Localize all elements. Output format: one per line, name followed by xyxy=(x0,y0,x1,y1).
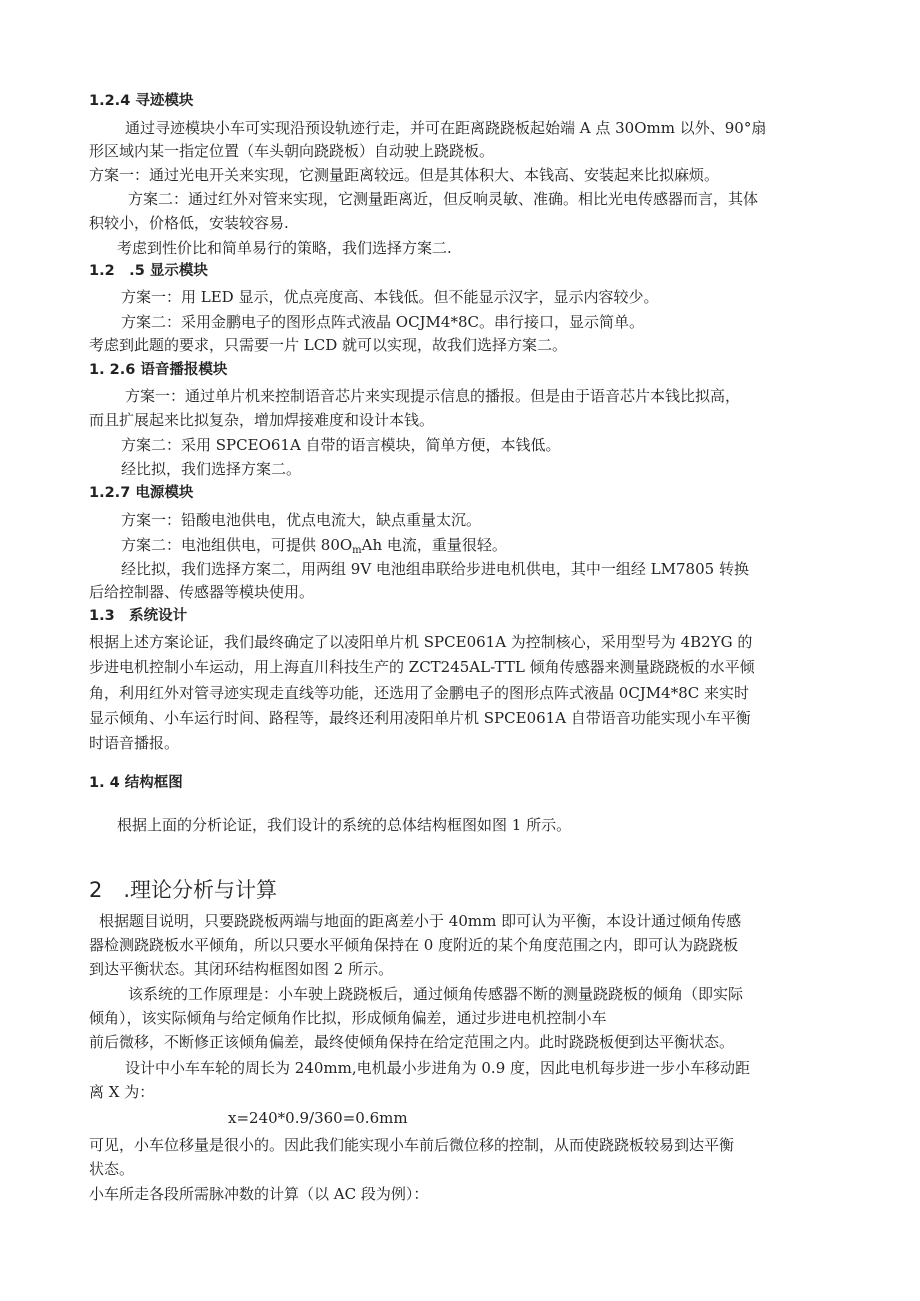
section-heading-1-3: 1.3 系统设计 xyxy=(89,608,188,624)
section-heading-1-2-7: 1.2.7 电源模块 xyxy=(89,485,194,501)
paragraph-line xyxy=(121,535,507,561)
formula: x=240*0.9/360=0.6mm xyxy=(228,1109,408,1127)
section-heading-1-2-6: 1. 2.6 语音播报模块 xyxy=(89,362,228,378)
paragraph-line: 显示倾角、小车运行时间、路程等，最终还利用凌阳单片机 SPCE061A 自带语音功能实现小车平衡 xyxy=(89,709,751,727)
paragraph-line: 而且扩展起来比拟复杂，增加焊接难度和设计本钱。 xyxy=(89,411,435,429)
paragraph-line: 可见，小车位移量是很小的。因此我们能实现小车前后微位移的控制，从而使跷跷板较易到达平衡 xyxy=(89,1136,735,1154)
text-run: 方案二：电池组供电，可提供 80O xyxy=(121,536,353,554)
paragraph-line: 步进电机控制小车运动，用上海直川科技生产的 ZCT245AL-TTL 倾角传感器来测量跷跷板的水平倾 xyxy=(89,658,755,676)
section-heading-1-4: 1. 4 结构框图 xyxy=(89,775,183,791)
paragraph-line: 方案二：通过红外对管来实现，它测量距离近，但反响灵敏、准确。相比光电传感器而言，其体 xyxy=(128,190,759,208)
paragraph-line: 方案一：用 LED 显示，优点亮度高、本钱低。但不能显示汉字，显示内容较少。 xyxy=(121,288,659,306)
paragraph-line: 时语音播报。 xyxy=(89,734,180,752)
paragraph-line: 根据上述方案论证，我们最终确定了以凌阳单片机 SPCE061A 为控制核心，采用型号为 4B2YG 的 xyxy=(89,633,753,651)
paragraph-line: 前后微移，不断修正该倾角偏差，最终使倾角保持在给定范围之内。此时跷跷板便到达平衡状态。 xyxy=(89,1033,735,1051)
paragraph-line: 方案二：采用金鹏电子的图形点阵式液晶 OCJM4*8C。串行接口，显示简单。 xyxy=(121,313,644,331)
paragraph-line: 到达平衡状态。其闭环结构框图如图 2 所示。 xyxy=(89,960,394,978)
paragraph-line: 形区域内某一指定位置（车头朝向跷跷板）自动驶上跷跷板。 xyxy=(89,142,495,160)
section-heading-1-2-5: 1.2 .5 显示模块 xyxy=(89,263,208,279)
paragraph-line: 通过寻迹模块小车可实现沿预设轨迹行走，并可在距离跷跷板起始端 A 点 30Omm 以外、90°扇 xyxy=(125,119,767,137)
paragraph-line: 方案二：采用 SPCEO61A 自带的语言模块，简单方便，本钱低。 xyxy=(121,436,561,454)
paragraph-line: 离 X 为： xyxy=(89,1083,155,1101)
paragraph-line: 状态。 xyxy=(89,1160,135,1178)
paragraph-line: 经比拟，我们选择方案二，用两组 9V 电池组串联给步进电机供电，其中一组经 LM7805 转换 xyxy=(121,560,749,578)
chapter-heading-2: 2 .理论分析与计算 xyxy=(89,878,278,902)
section-heading-1-2-4: 1.2.4 寻迹模块 xyxy=(89,93,194,109)
paragraph-line: 小车所走各段所需脉冲数的计算（以 AC 段为例）： xyxy=(89,1185,429,1203)
paragraph-line: 方案一：铅酸电池供电，优点电流大，缺点重量太沉。 xyxy=(121,511,482,529)
paragraph-line: 根据上面的分析论证，我们设计的系统的总体结构框图如图 1 所示。 xyxy=(117,816,572,834)
paragraph-line: 倾角），该实际倾角与给定倾角作比拟，形成倾角偏差，通过步进电机控制小车 xyxy=(89,1009,607,1027)
subscript-text: m xyxy=(352,545,362,556)
paragraph-line: 根据题目说明，只要跷跷板两端与地面的距离差小于 40mm 即可认为平衡，本设计通过倾角传感 xyxy=(99,912,742,930)
paragraph-line: 后给控制器、传感器等模块使用。 xyxy=(89,583,315,601)
paragraph-line: 考虑到性价比和简单易行的策略，我们选择方案二. xyxy=(117,239,452,257)
text-run: Ah 电流，重量很轻。 xyxy=(361,536,507,554)
paragraph-line: 该系统的工作原理是：小车驶上跷跷板后，通过倾角传感器不断的测量跷跷板的倾角（即实际 xyxy=(128,985,744,1003)
paragraph-line: 考虑到此题的要求，只需要一片 LCD 就可以实现，故我们选择方案二。 xyxy=(89,336,568,354)
paragraph-line: 设计中小车车轮的周长为 240mm,电机最小步进角为 0.9 度，因此电机每步进一步小车移动距 xyxy=(125,1059,751,1077)
paragraph-line: 角，利用红外对管寻迹实现走直线等功能，还选用了金鹏电子的图形点阵式液晶 0CJM4*8C 来实时 xyxy=(89,684,749,702)
paragraph-line: 器检测跷跷板水平倾角，所以只要水平倾角保持在 0 度附近的某个角度范围之内，即可认为跷跷板 xyxy=(89,936,739,954)
paragraph-line: 方案一：通过单片机来控制语音芯片来实现提示信息的播报。但是由于语音芯片本钱比拟高， xyxy=(125,387,741,405)
paragraph-line: 方案一：通过光电开关来实现，它测量距离较远。但是其体积大、本钱高、安装起来比拟麻烦。 xyxy=(89,166,720,184)
paragraph-line: 经比拟，我们选择方案二。 xyxy=(121,460,302,478)
paragraph-line: 积较小，价格低，安装较容易. xyxy=(89,214,289,232)
